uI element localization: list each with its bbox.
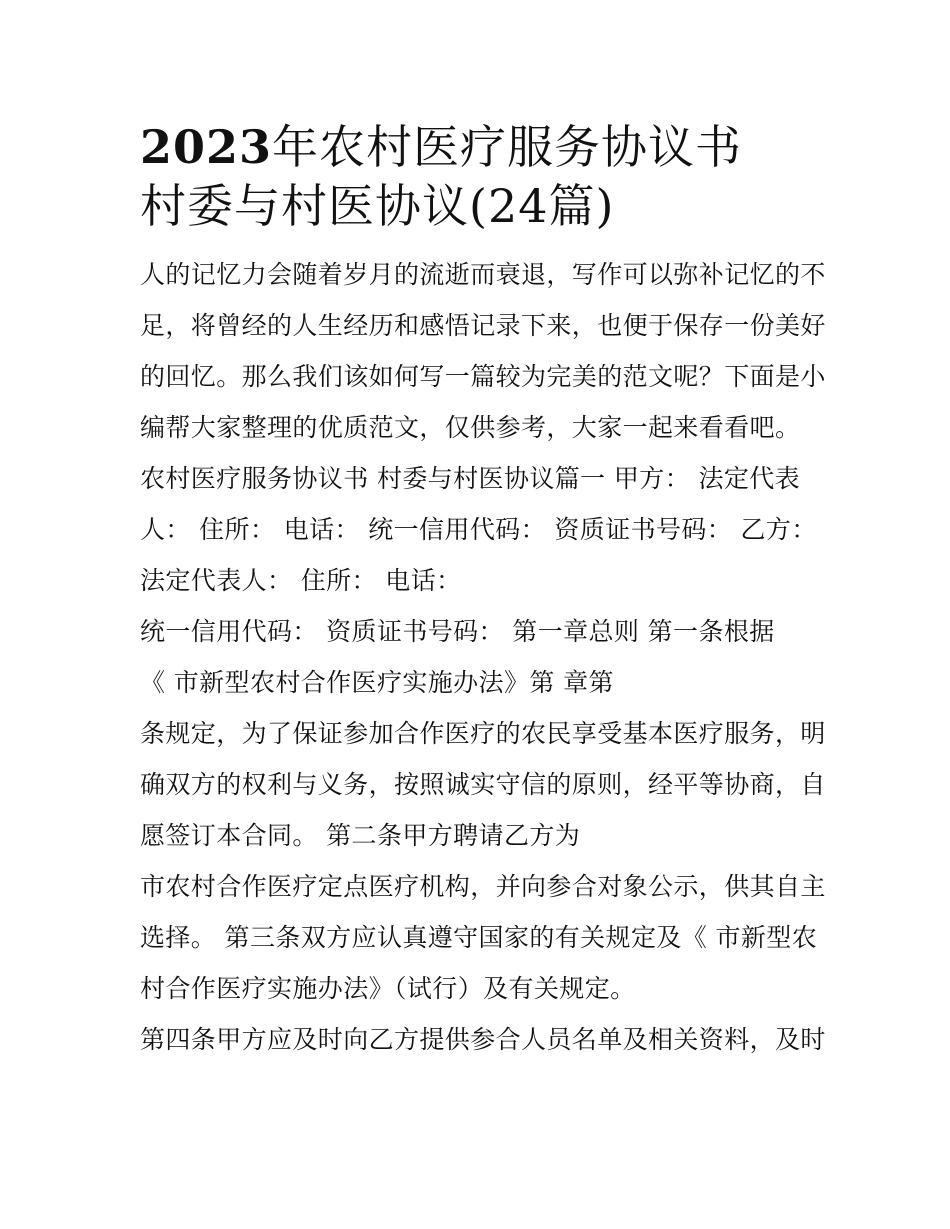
document-body: [140, 249, 826, 1065]
body-line: 第四条甲方应及时向乙方提供参合人员名单及相关资料，及时: [140, 1025, 826, 1054]
body-line: 《 市新型农村合作医疗实施办法》第 章第: [140, 668, 614, 697]
body-line: 统一信用代码： 资质证书号码： 第一章总则 第一条根据: [140, 617, 775, 646]
body-line: 人： 住所： 电话： 统一信用代码： 资质证书号码： 乙方：: [140, 515, 817, 544]
document-title: [140, 118, 820, 236]
title-line-2: 村委与村医协议(24篇): [140, 179, 615, 233]
body-line: 条规定，为了保证参加合作医疗的农民享受基本医疗服务，明: [140, 719, 826, 748]
body-line: 足，将曾经的人生经历和感悟记录下来，也便于保存一份美好: [140, 311, 826, 340]
body-line: 愿签订本合同。 第二条甲方聘请乙方为: [140, 821, 581, 850]
body-line: 确双方的权利与义务，按照诚实守信的原则，经平等协商，自: [140, 770, 826, 799]
body-line: 农村医疗服务协议书 村委与村医协议篇一 甲方： 法定代表: [140, 464, 801, 493]
title-line-1: [140, 118, 820, 177]
body-line: 编帮大家整理的优质范文，仅供参考，大家一起来看看吧。: [140, 413, 801, 442]
body-line: 人的记忆力会随着岁月的流逝而衰退，写作可以弥补记忆的不: [140, 260, 826, 289]
body-line: 法定代表人： 住所： 电话：: [140, 566, 462, 595]
title-year: 2023: [140, 120, 273, 174]
document-page: [140, 118, 826, 1065]
body-line: 村合作医疗实施办法》（试行）及有关规定。: [140, 974, 636, 1003]
body-line: 市农村合作医疗定点医疗机构，并向参合对象公示，供其自主: [140, 872, 826, 901]
body-line: 的回忆。那么我们该如何写一篇较为完美的范文呢？下面是小: [140, 362, 826, 391]
body-line: 选择。 第三条双方应认真遵守国家的有关规定及《 市新型农: [140, 923, 818, 952]
title-line-1-rest: 年农村医疗服务协议书: [272, 120, 743, 174]
